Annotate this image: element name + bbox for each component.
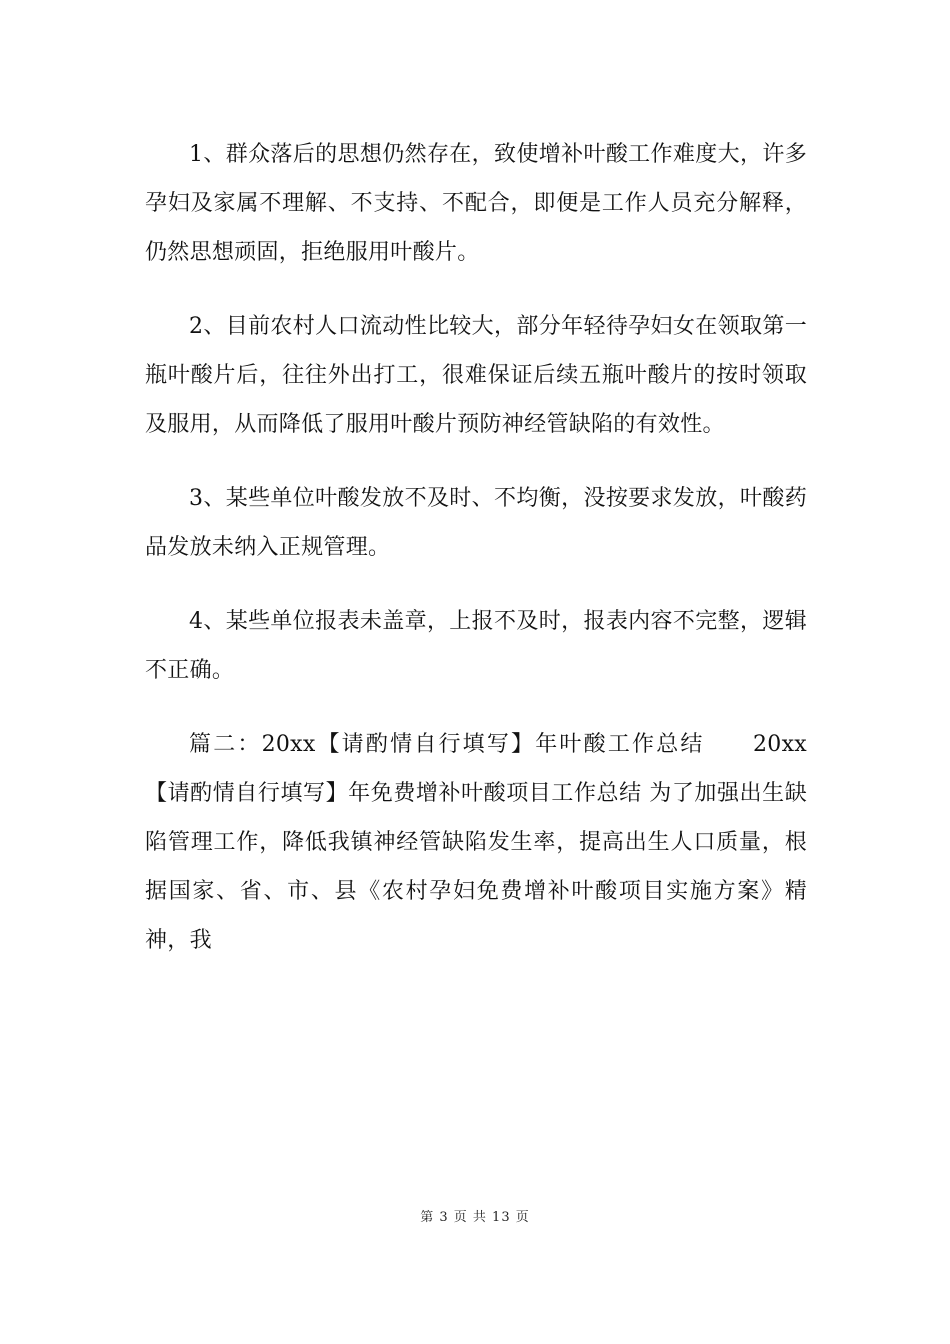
paragraph-5: 篇二：20xx【请酌情自行填写】年叶酸工作总结 20xx【请酌情自行填写】年免费增补叶酸项目工作总结 为了加强出生缺陷管理工作，降低我镇神经管缺陷发生率，提高出生人口质量，根据国家、省、市、县《农村孕妇免费增补叶酸项目实施方案》精神，我 (145, 732, 807, 953)
paragraph-4: 4、某些单位报表未盖章，上报不及时，报表内容不完整，逻辑不正确。 (145, 609, 807, 683)
document-body (145, 130, 807, 990)
paragraph-2: 2、目前农村人口流动性比较大，部分年轻待孕妇女在领取第一瓶叶酸片后，往往外出打工，很难保证后续五瓶叶酸片的按时领取及服用，从而降低了服用叶酸片预防神经管缺陷的有效性。 (145, 314, 807, 437)
page-footer (0, 1206, 950, 1225)
paragraph-3: 3、某些单位叶酸发放不及时、不均衡，没按要求发放，叶酸药品发放未纳入正规管理。 (145, 486, 807, 560)
page-number-label: 第 3 页 共 13 页 (420, 1210, 530, 1225)
paragraph-1: 1、群众落后的思想仍然存在，致使增补叶酸工作难度大，许多孕妇及家属不理解、不支持、不配合，即便是工作人员充分解释，仍然思想顽固，拒绝服用叶酸片。 (145, 142, 807, 265)
